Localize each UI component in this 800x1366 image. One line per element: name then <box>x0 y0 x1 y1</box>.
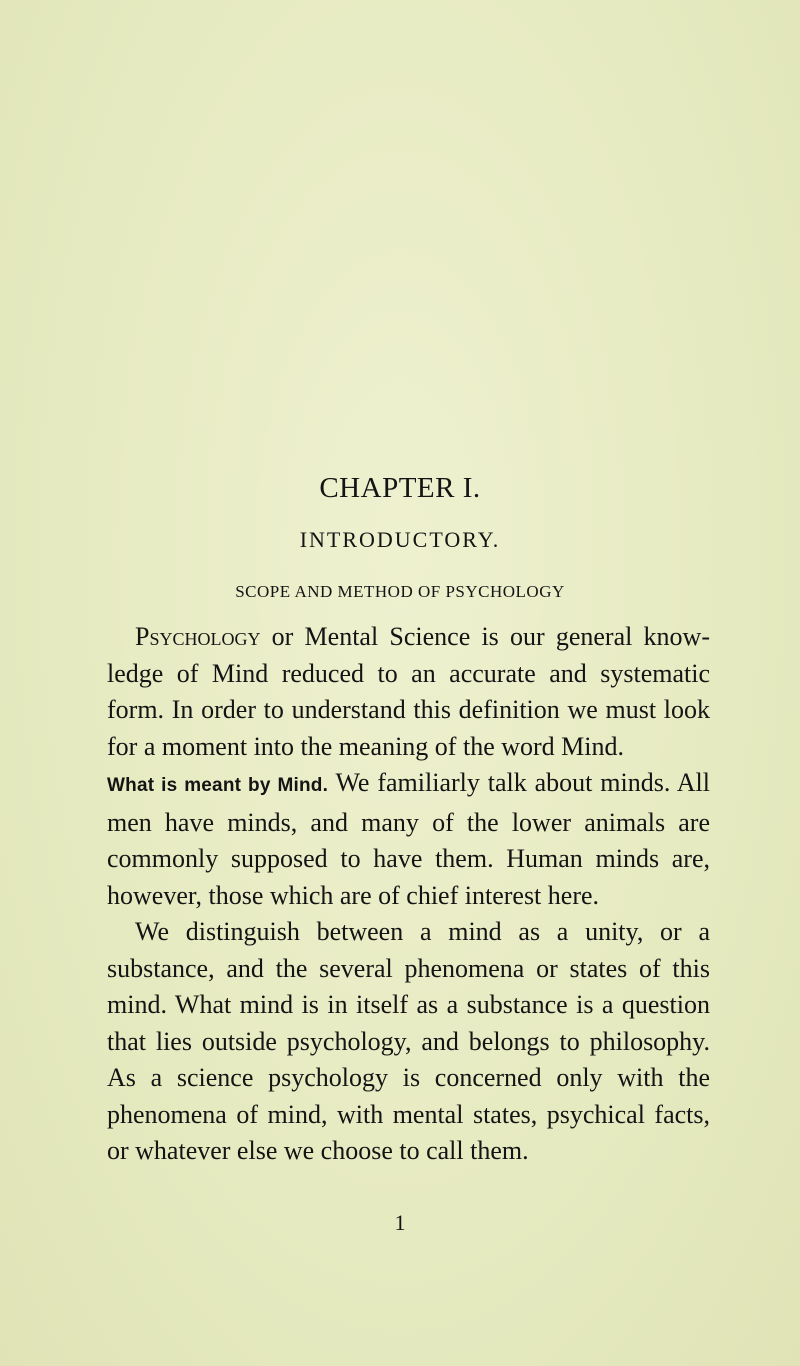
chapter-subtitle: INTRODUCTORY. <box>299 527 501 552</box>
section-title: SCOPE AND METHOD OF PSYCHOLOGY <box>235 582 565 601</box>
paragraph-text: or Mental Science is our general know-ledge of Mind reduced to an accurate and systematic form. In order to understand this definition we must look for a moment into the meaning of the word Mind. <box>107 622 710 761</box>
paragraph-distinction <box>107 914 710 1170</box>
chapter-title: CHAPTER I. <box>319 472 481 504</box>
paragraph-text: We distinguish between a mind as a unity, or a substance, and the several phenomena or states of this mind. What mind is in itself as a substance is a question that lies outside psychology, and belongs to philosophy. As a science psychology is concerned only with the phenomena of mind, with mental states, psychical facts, or whatever else we choose to call them. <box>107 917 710 1165</box>
body-text <box>107 619 710 1170</box>
paragraph-text: We familiarly talk about minds. All men have minds, and many of the lower animals are commonly supposed to have them. Human minds are, however, those which are of chief interest here. <box>107 768 710 910</box>
paragraph-definition <box>107 619 710 765</box>
page-number: 1 <box>394 1210 406 1235</box>
paragraph-mind <box>107 765 710 914</box>
side-heading: What is meant by Mind. <box>107 775 329 796</box>
lead-word: Psychology <box>135 622 261 651</box>
